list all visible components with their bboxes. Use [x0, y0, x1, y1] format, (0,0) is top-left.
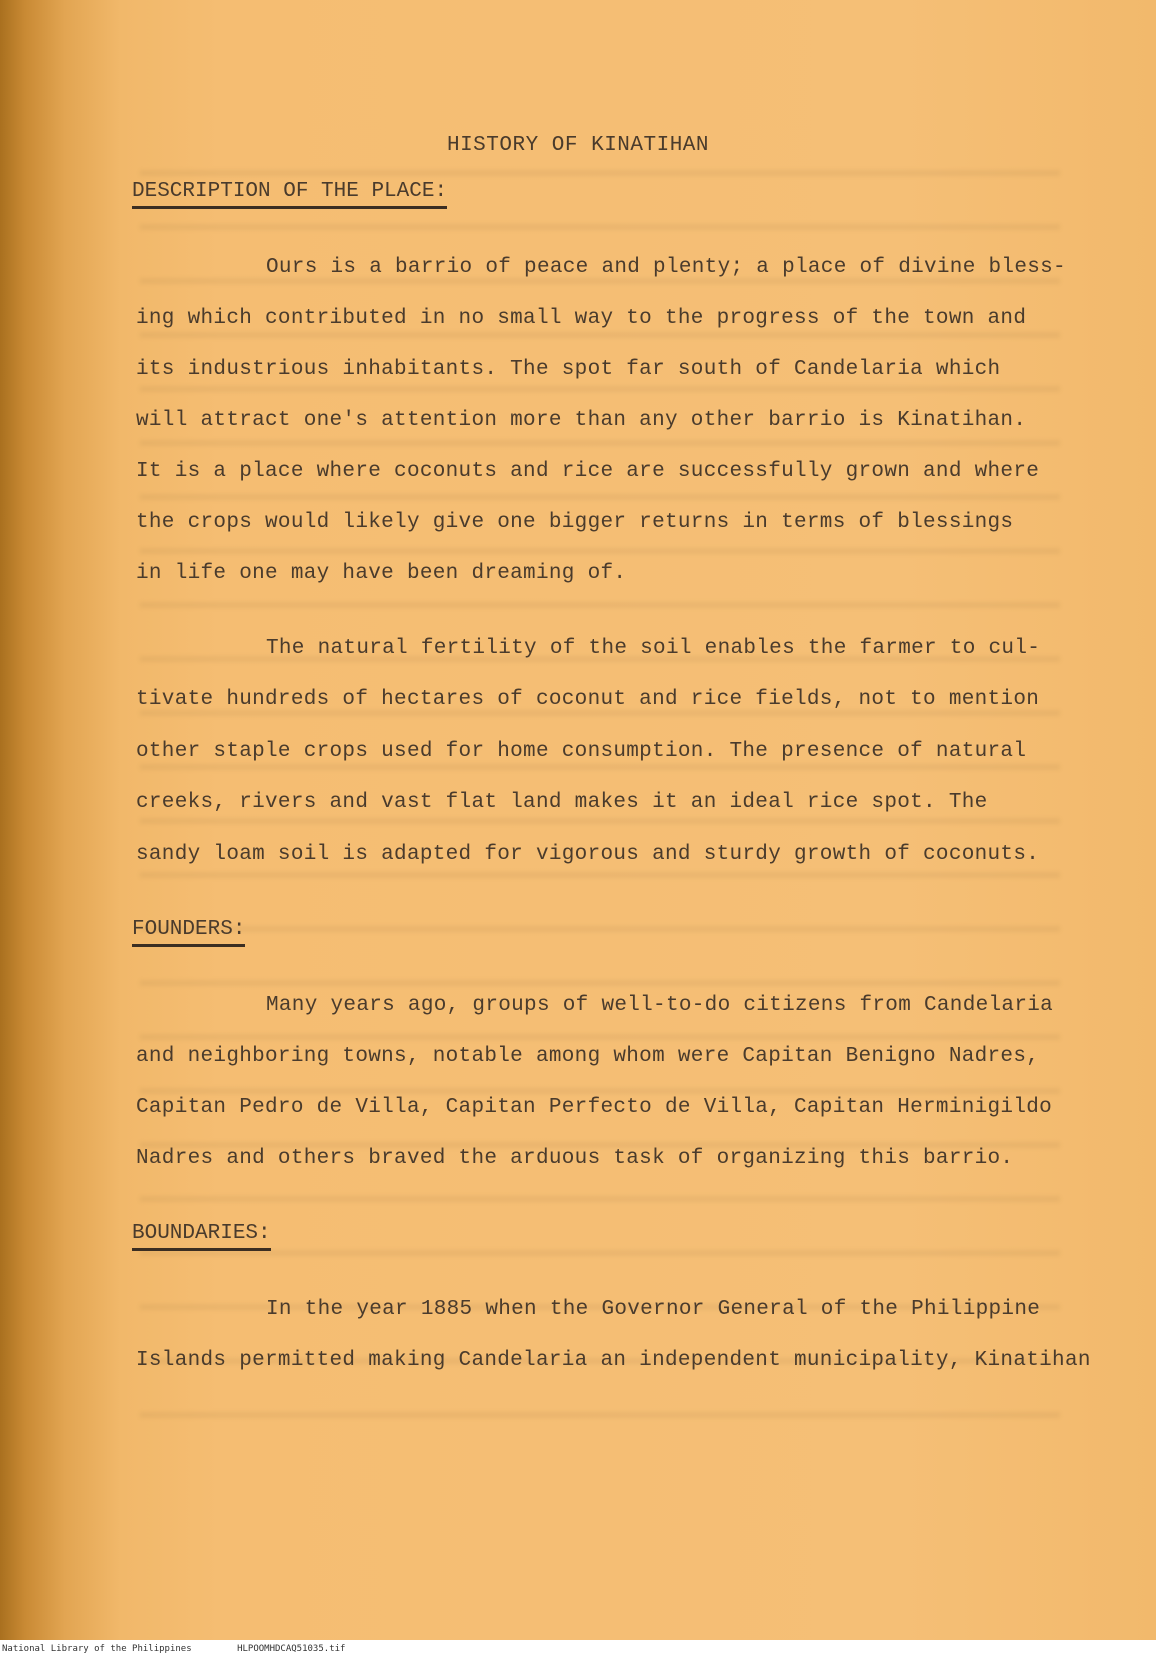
footer-source: National Library of the Philippines [2, 1644, 192, 1654]
text-line: sandy loam soil is adapted for vigorous and sturdy growth of coconuts. [136, 843, 1040, 866]
text-line: and neighboring towns, notable among whom were Capitan Benigno Nadres, [136, 1045, 1040, 1068]
text-line: the crops would likely give one bigger returns in terms of blessings [136, 511, 1014, 534]
text-line: Islands permitted making Candelaria an independent municipality, Kinatihan [136, 1349, 1091, 1372]
text-line: in life one may have been dreaming of. [136, 562, 627, 585]
text-line: Ours is a barrio of peace and plenty; a place of divine bless- [266, 256, 1066, 279]
text-line: creeks, rivers and vast flat land makes it an ideal rice spot. The [136, 791, 988, 814]
text-line: other staple crops used for home consumption. The presence of natural [136, 740, 1027, 763]
text-line: Capitan Pedro de Villa, Capitan Perfecto de Villa, Capitan Herminigildo [136, 1096, 1053, 1119]
section-heading-founders: FOUNDERS: [132, 918, 245, 947]
text-line: its industrious inhabitants. The spot far south of Candelaria which [136, 358, 1001, 381]
text-line: will attract one's attention more than any other barrio is Kinatihan. [136, 409, 1027, 432]
text-line: In the year 1885 when the Governor General of the Philippine [266, 1298, 1041, 1321]
text-line: Nadres and others braved the arduous task of organizing this barrio. [136, 1147, 1014, 1170]
page-title: HISTORY OF KINATIHAN [446, 134, 710, 157]
section-heading-boundaries: BOUNDARIES: [132, 1222, 271, 1251]
text-line: ing which contributed in no small way to the progress of the town and [136, 307, 1027, 330]
scan-footer [0, 1640, 1156, 1658]
text-line: The natural fertility of the soil enables the farmer to cul- [266, 637, 1041, 660]
text-line: tivate hundreds of hectares of coconut and rice fields, not to mention [136, 688, 1040, 711]
footer-file: HLPOOMHDCAQ51035.tif [237, 1644, 346, 1654]
text-line: Many years ago, groups of well-to-do citizens from Candelaria [266, 994, 1054, 1017]
section-heading-description: DESCRIPTION OF THE PLACE: [132, 180, 447, 209]
text-line: It is a place where coconuts and rice are successfully grown and where [136, 460, 1040, 483]
